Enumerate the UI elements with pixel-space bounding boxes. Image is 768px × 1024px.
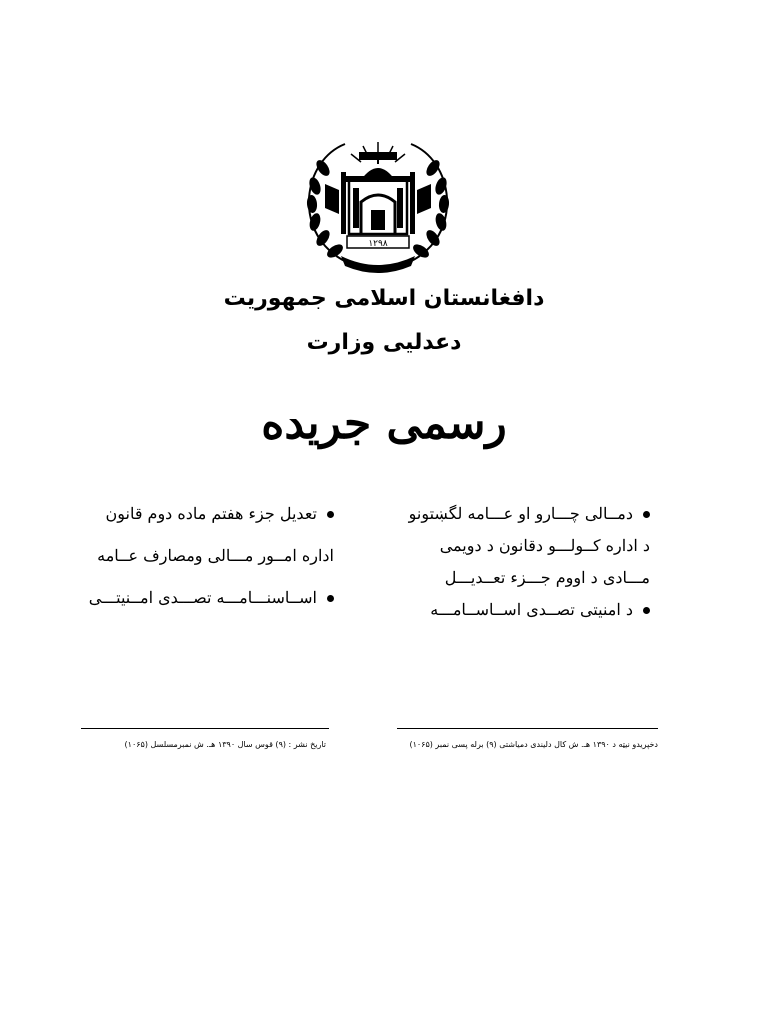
divider-right xyxy=(397,728,658,729)
bullet-icon xyxy=(327,511,334,518)
list-item: مـــادی د اووم جـــزء تعــدیـــل xyxy=(444,568,650,587)
list-item: د امنیتی تصــدی اســاســامـــه xyxy=(390,594,650,626)
list-item: تعدیل جزء هفتم ماده دوم قانون xyxy=(74,498,334,530)
contents-left-column xyxy=(74,498,334,614)
list-item: دمــالی چـــارو او عـــامه لگښتونو xyxy=(390,498,650,530)
bullet-icon xyxy=(643,511,650,518)
afghanistan-emblem-icon xyxy=(301,138,455,276)
ministry-name: دعدلیی وزارت xyxy=(306,330,462,355)
contents-right-column xyxy=(390,498,650,626)
bullet-icon xyxy=(327,595,334,602)
list-item: اداره امــور مـــالی ومصارف عــامه xyxy=(97,546,334,565)
divider-left xyxy=(81,728,329,729)
svg-text:۱۲۹۸: ۱۲۹۸ xyxy=(368,239,388,249)
issue-number-note: دخپریدو نیټه د ۱۳۹۰ هـ. ش کال دلیندی دمیاشتی (۹) برله پسی نمبر (۱۰۶۵) xyxy=(409,740,658,749)
list-item: د اداره کــولـــو دقانون د دویمی xyxy=(439,536,650,555)
country-name: دافغانستان اسلامی جمهوریت xyxy=(223,286,545,311)
list-item: اســاسنـــامـــه تصـــدی امــنیتـــی xyxy=(74,582,334,614)
page-title: رسمی جریده xyxy=(261,398,507,449)
bullet-icon xyxy=(643,607,650,614)
publication-date-note: تاریخ نشر : (۹) قوس سال ۱۳۹۰ هـ. ش نمبرمسلسل (۱۰۶۵) xyxy=(124,740,326,749)
